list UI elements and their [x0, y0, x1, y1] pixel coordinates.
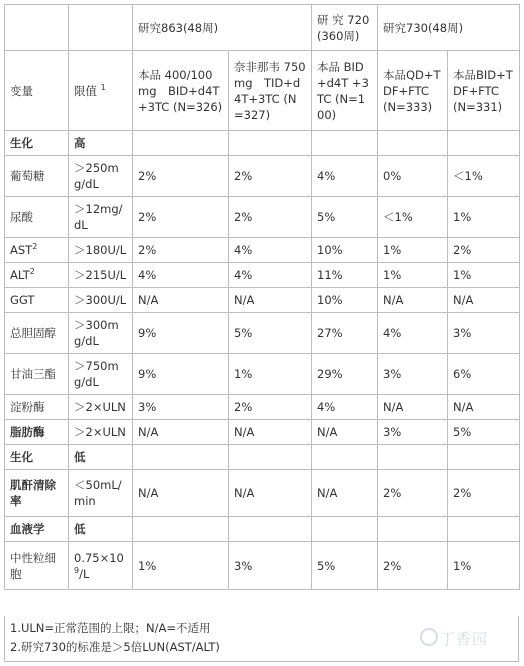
value-cell: N/A — [378, 395, 448, 420]
value-cell: ＜1% — [448, 156, 520, 197]
variable-name — [5, 156, 69, 197]
value-cell: 4% — [229, 263, 312, 288]
footnote-marker: 2 — [29, 267, 35, 277]
footnote-1: 1.ULN=正常范围的上限；N/A=不适用 — [10, 621, 211, 635]
value-cell: 2% — [229, 395, 312, 420]
table-header-row — [5, 5, 520, 51]
variable-name-text: 尿酸 — [10, 210, 33, 224]
variable-name — [5, 354, 69, 395]
value-cell: 2% — [133, 238, 229, 263]
value-cell: 10% — [312, 238, 378, 263]
section-label: 生化 — [5, 445, 69, 470]
variable-name — [5, 238, 69, 263]
value-cell: 5% — [229, 313, 312, 354]
table-row — [5, 156, 520, 197]
variable-name-text: AST — [10, 243, 33, 257]
section-row-hematology — [5, 517, 520, 542]
limit-value: ＜50mL/min — [69, 470, 133, 517]
header-study-720: 研 究 720 (360周) — [312, 5, 378, 51]
value-cell: 3% — [448, 313, 520, 354]
arm-header: 本品 400/100mg BID+d4T+3TC (N=326) — [133, 51, 229, 131]
variable-name-text: 淀粉酶 — [10, 400, 45, 414]
value-cell: 1% — [133, 542, 229, 590]
value-cell: 3% — [133, 395, 229, 420]
value-cell: 5% — [448, 420, 520, 445]
section-label: 生化 — [5, 131, 69, 156]
value-cell: N/A — [378, 288, 448, 313]
limit-value: ＞750mg/dL — [69, 354, 133, 395]
value-cell: 3% — [378, 354, 448, 395]
limit-value: ＞215U/L — [69, 263, 133, 288]
value-cell: 5% — [312, 197, 378, 238]
table-row — [5, 288, 520, 313]
header-variable: 变量 — [5, 51, 69, 131]
arm-header: 本品QD+TDF+FTC (N=333) — [378, 51, 448, 131]
variable-name — [5, 420, 69, 445]
value-cell: N/A — [448, 288, 520, 313]
variable-name: 肌酐清除率 — [5, 470, 69, 517]
value-cell: 4% — [133, 263, 229, 288]
lab-abnormality-table — [4, 4, 520, 590]
limit-value: ＞2×ULN — [69, 420, 133, 445]
limit-value: ＞250mg/dL — [69, 156, 133, 197]
value-cell: 2% — [133, 156, 229, 197]
variable-name-text: 脂肪酶 — [10, 425, 45, 439]
variable-name-text: 总胆固醇 — [10, 326, 56, 340]
variable-name — [5, 263, 69, 288]
value-cell: 2% — [229, 156, 312, 197]
value-cell: 10% — [312, 288, 378, 313]
limit-suffix: /L — [79, 566, 90, 581]
value-cell: 1% — [448, 542, 520, 590]
value-cell: 2% — [133, 197, 229, 238]
section-level: 低 — [69, 517, 133, 542]
table-row — [5, 354, 520, 395]
value-cell: N/A — [448, 395, 520, 420]
table-row — [5, 263, 520, 288]
table-row — [5, 395, 520, 420]
variable-name: 中性粒细胞 — [5, 542, 69, 590]
footnote-2: 2.研究730的标准是＞5倍LUN(AST/ALT) — [10, 640, 220, 654]
header-study-730: 研究730(48周) — [378, 5, 520, 51]
value-cell: 5% — [312, 542, 378, 590]
value-cell: 27% — [312, 313, 378, 354]
value-cell: 2% — [448, 470, 520, 517]
variable-name — [5, 313, 69, 354]
arm-header: 本品BID+TDF+FTC (N=331) — [448, 51, 520, 131]
header-study-863: 研究863(48周) — [133, 5, 312, 51]
value-cell: 3% — [378, 420, 448, 445]
limit-exponent: 9 — [74, 565, 80, 575]
variable-name — [5, 197, 69, 238]
section-level: 低 — [69, 445, 133, 470]
value-cell: 1% — [378, 238, 448, 263]
variable-name-text: ALT — [10, 268, 30, 282]
value-cell: N/A — [133, 470, 229, 517]
table-row — [5, 313, 520, 354]
variable-name-text: GGT — [10, 293, 35, 307]
header-empty-cell — [5, 5, 69, 51]
value-cell: N/A — [133, 288, 229, 313]
arm-header: 奈非那韦 750mg TID+d4T+3TC (N=327) — [229, 51, 312, 131]
value-cell: 1% — [448, 263, 520, 288]
high-rows-group — [5, 156, 520, 445]
value-cell: 4% — [312, 395, 378, 420]
header-limit — [69, 51, 133, 131]
table-subheader-row — [5, 51, 520, 131]
value-cell: 2% — [378, 470, 448, 517]
footnote-marker: 1 — [100, 82, 106, 92]
value-cell: 9% — [133, 313, 229, 354]
value-cell: N/A — [133, 420, 229, 445]
table-row — [5, 238, 520, 263]
table-row — [5, 470, 520, 517]
variable-name — [5, 395, 69, 420]
table-row — [5, 542, 520, 590]
value-cell: 11% — [312, 263, 378, 288]
value-cell: 2% — [229, 197, 312, 238]
value-cell: 1% — [229, 354, 312, 395]
limit-value: ＞300mg/dL — [69, 313, 133, 354]
value-cell: N/A — [312, 470, 378, 517]
header-limit-text: 限值 — [74, 83, 97, 98]
watermark: 丁香园 — [440, 630, 489, 648]
limit-value — [69, 542, 133, 590]
section-level: 高 — [69, 131, 133, 156]
value-cell: 9% — [133, 354, 229, 395]
value-cell: 29% — [312, 354, 378, 395]
value-cell: 2% — [378, 542, 448, 590]
watermark-logo-icon — [420, 628, 438, 646]
arm-header: 本品 BID+d4T +3TC (N=100) — [312, 51, 378, 131]
limit-value: ＞12mg/dL — [69, 197, 133, 238]
variable-name-text: 甘油三酯 — [10, 367, 56, 381]
value-cell: ＜1% — [378, 197, 448, 238]
value-cell: N/A — [312, 420, 378, 445]
limit-value: ＞180U/L — [69, 238, 133, 263]
value-cell: 1% — [378, 263, 448, 288]
value-cell: N/A — [229, 288, 312, 313]
limit-prefix: 0.75×10 — [74, 550, 124, 565]
value-cell: 4% — [312, 156, 378, 197]
footnote-marker: 2 — [32, 242, 38, 252]
table-row — [5, 197, 520, 238]
value-cell: 4% — [229, 238, 312, 263]
variable-name — [5, 288, 69, 313]
section-row-biochem-high — [5, 131, 520, 156]
limit-value: ＞300U/L — [69, 288, 133, 313]
table-row — [5, 420, 520, 445]
limit-value: ＞2×ULN — [69, 395, 133, 420]
section-row-biochem-low — [5, 445, 520, 470]
value-cell: 0% — [378, 156, 448, 197]
value-cell: 1% — [448, 197, 520, 238]
header-empty-cell — [69, 5, 133, 51]
value-cell: 4% — [378, 313, 448, 354]
value-cell: 6% — [448, 354, 520, 395]
variable-name-text: 葡萄糖 — [10, 169, 45, 183]
section-label: 血液学 — [5, 517, 69, 542]
value-cell: N/A — [229, 420, 312, 445]
value-cell: N/A — [229, 470, 312, 517]
value-cell: 2% — [448, 238, 520, 263]
value-cell: 3% — [229, 542, 312, 590]
